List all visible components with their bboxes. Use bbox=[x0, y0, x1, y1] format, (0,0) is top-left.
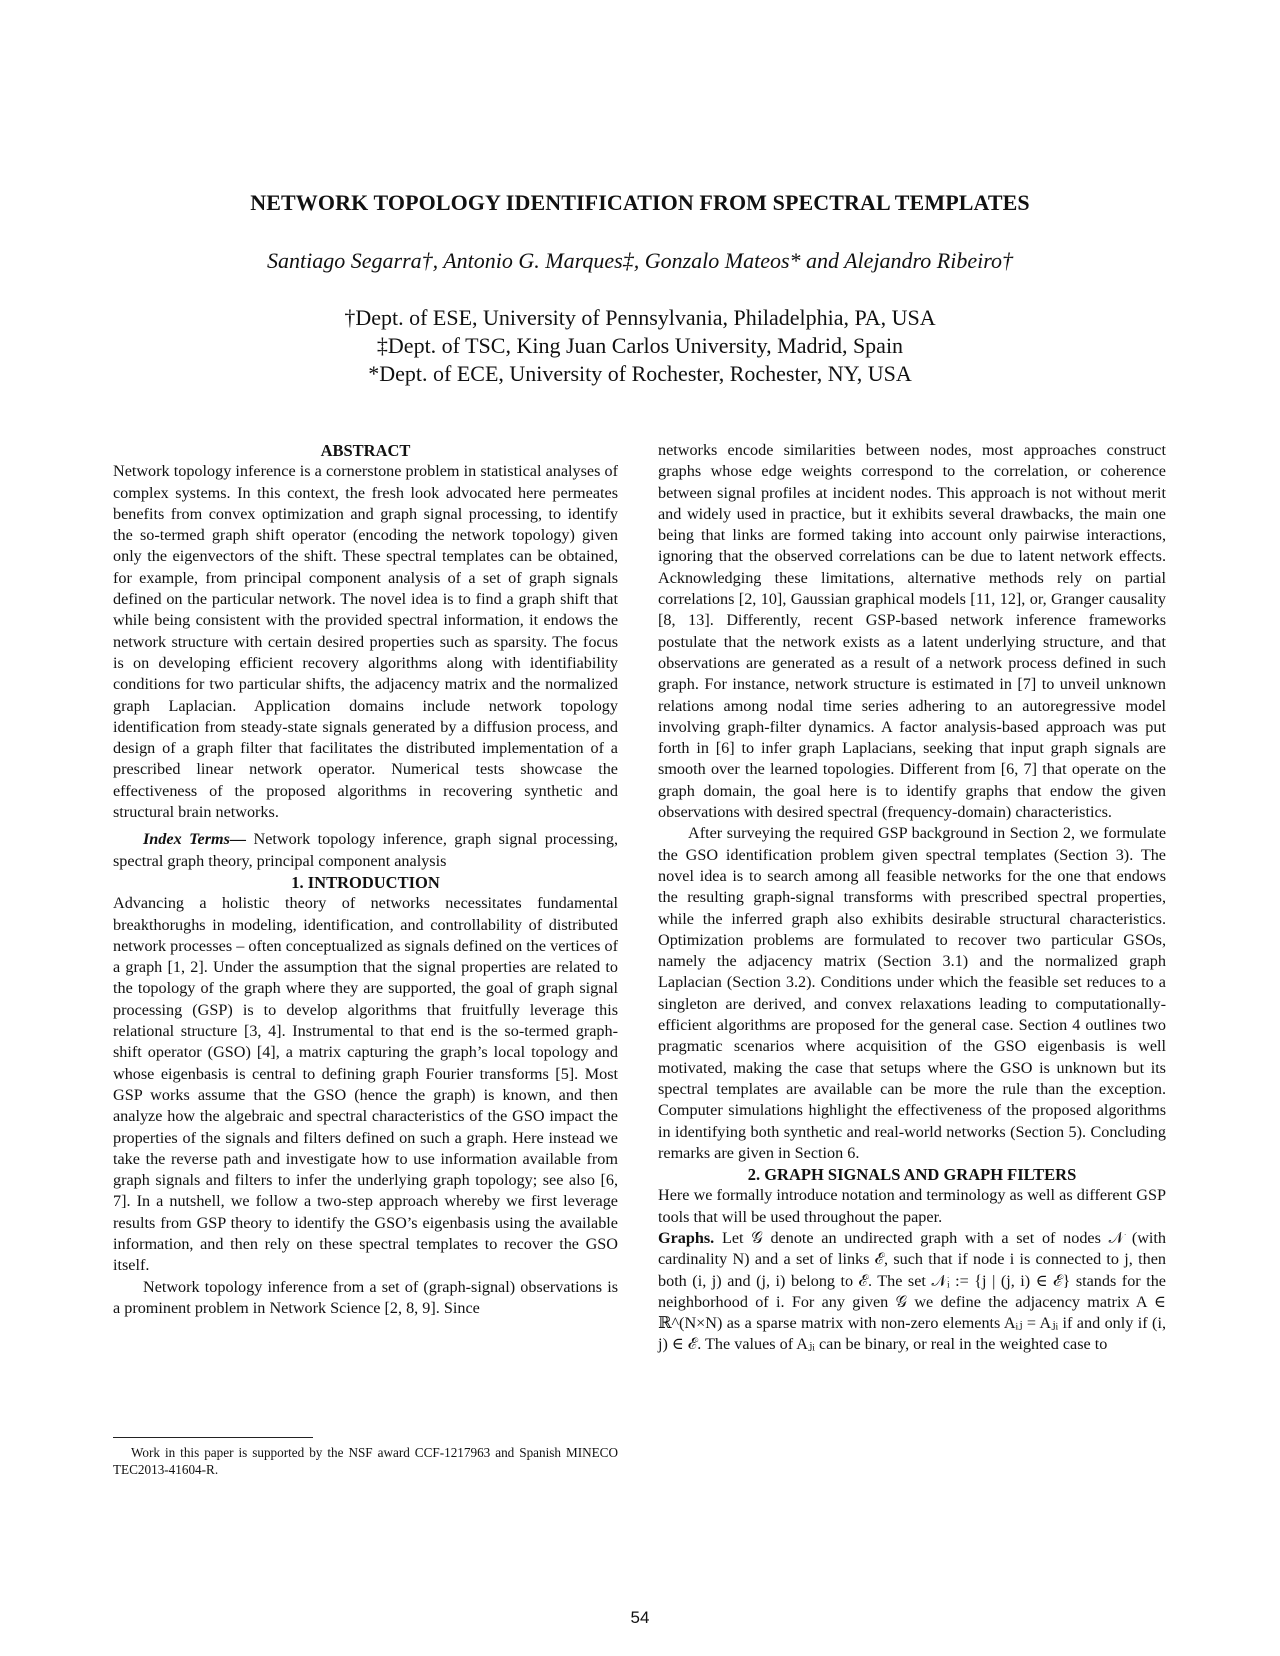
intro-paragraph-1: Advancing a holistic theory of networks necessitates fundamental breakthorughs in modeling, identification, and controllability of distributed network processes – often conceptualized as signals defined on the vertices of a graph [1, 2]. Under the assumption that the signal properties are related to the topology of the graph where they are supported, the goal of graph signal processing (GSP) is to develop algorithms that fruitfully leverage this relational structure [3, 4]. Instrumental to that end is the so-termed graph-shift operator (GSO) [4], a matrix capturing the graph’s local topology and whose eigenbasis is central to defining graph Fourier transforms [5]. Most GSP works assume that the GSO (hence the graph) is known, and then analyze how the algebraic and spectral characteristics of the GSO impact the properties of the signals and filters defined on such a graph. Here instead we take the reverse path and investigate how to use information available from graph signals and filters to infer the underlying graph topology; see also [6, 7]. In a nutshell, we follow a two-step approach whereby we first leverage results from GSP theory to identify the GSO’s eigenbasis using the available information, and then rely on these spectral templates to recover the GSO itself. bbox=[113, 894, 618, 1275]
abstract-text: Network topology inference is a cornerstone problem in statistical analyses of complex systems. In this context, the fresh look advocated here permeates benefits from convex optimization and graph signal processing, to identify the so-termed graph shift operator (encoding the network topology) given only the eigenvectors of the shift. These spectral templates can be obtained, for example, from principal component analysis of a set of graph signals defined on the particular network. The novel idea is to find a graph shift that while being consistent with the provided spectral information, it endows the network structure with certain desired properties such as sparsity. The focus is on developing efficient recovery algorithms along with identifiability conditions for two particular shifts, the adjacency matrix and the normalized graph Laplacian. Application domains include network topology identification from steady-state signals generated by a diffusion process, and design of a graph filter that facilitates the distributed implementation of a prescribed linear network operator. Numerical tests showcase the effectiveness of the proposed algorithms in recovering synthetic and structural brain networks. bbox=[113, 462, 618, 822]
graphs-paragraph bbox=[658, 1228, 1166, 1356]
footnote-text: Work in this paper is supported by the NSF award CCF-1217963 and Spanish MINECO TEC2013-41604-R. bbox=[113, 1445, 618, 1477]
page-number: 54 bbox=[630, 1608, 650, 1627]
intro-paragraph-2: Network topology inference from a set of (graph-signal) observations is a prominent problem in Network Science [2, 8, 9]. Since bbox=[113, 1277, 618, 1317]
graphs-text: Let 𝒢 denote an undirected graph with a set of nodes 𝒩 (with cardinality N) and a set of links ℰ, such that if node i is connected to j, then both (i, j) and (j, i) belong to ℰ. The set 𝒩ᵢ := {j | (j, i) ∈ ℰ} stands for the neighborhood of i. For any given 𝒢 we define the adjacency matrix A ∈ ℝ^(N×N) as a sparse matrix with non-zero elements Aᵢⱼ = Aⱼᵢ if and only if (i, j) ∈ ℰ. The values of Aⱼᵢ can be binary, or real in the weighted case to bbox=[658, 1228, 1166, 1354]
right-column bbox=[658, 440, 1166, 1356]
author-list: Santiago Segarra†, Antonio G. Marques‡, Gonzalo Mateos* and Alejandro Ribeiro† bbox=[267, 248, 1013, 273]
graphs-label: Graphs. bbox=[658, 1228, 715, 1247]
section-2-paragraph-1: Here we formally introduce notation and terminology as well as different GSP tools that will be used throughout the paper. bbox=[658, 1186, 1166, 1226]
paper-title: NETWORK TOPOLOGY IDENTIFICATION FROM SPECTRAL TEMPLATES bbox=[250, 190, 1030, 215]
footnote bbox=[113, 1437, 618, 1478]
abstract-heading: ABSTRACT bbox=[320, 441, 411, 460]
affiliation-urjc: ‡Dept. of TSC, King Juan Carlos University, Madrid, Spain bbox=[376, 333, 904, 358]
affiliation-upenn: †Dept. of ESE, University of Pennsylvania, Philadelphia, PA, USA bbox=[344, 305, 936, 330]
intro-heading: 1. INTRODUCTION bbox=[291, 872, 440, 892]
index-terms-label: Index Terms— bbox=[143, 830, 247, 849]
intro-paragraph-3: networks encode similarities between nodes, most approaches construct graphs whose edge weights correspond to the correlation, or coherence between signal profiles at incident nodes. This approach is not without merit and widely used in practice, but it exhibits several drawbacks, the main one being that links are formed taking into account only pairwise interactions, ignoring that the observed correlations can be due to latent network effects. Acknowledging these limitations, alternative methods rely on partial correlations [2, 10], Gaussian graphical models [11, 12], or, Granger causality [8, 13]. Differently, recent GSP-based network inference frameworks postulate that the network exists as a latent underlying structure, and that observations are generated as a result of a network process defined in such graph. For instance, network structure is estimated in [7] to unveil unknown relations among nodal time series adhering to an autoregressive model involving graph-filter dynamics. A factor analysis-based approach was put forth in [6] to infer graph Laplacians, seeking that input graph signals are smooth over the learned topologies. Different from [6, 7] that operate on the graph domain, the goal here is to identify graphs that endow the given observations with desired spectral (frequency-domain) characteristics. bbox=[658, 441, 1166, 822]
footnote-rule bbox=[113, 1437, 313, 1438]
section-2-heading: 2. GRAPH SIGNALS AND GRAPH FILTERS bbox=[747, 1165, 1077, 1185]
affiliations bbox=[0, 304, 1280, 388]
index-terms-text: Network topology inference, graph signal processing, spectral graph theory, principal component analysis bbox=[113, 830, 618, 870]
affiliation-rochester: *Dept. of ECE, University of Rochester, Rochester, NY, USA bbox=[368, 361, 912, 386]
index-terms bbox=[113, 829, 618, 872]
left-column bbox=[113, 440, 618, 1319]
intro-paragraph-4: After surveying the required GSP background in Section 2, we formulate the GSO identification problem given spectral templates (Section 3). The novel idea is to search among all feasible networks for the one that endows the resulting graph-signal transforms with prescribed spectral properties, while the inferred graph also exhibits desirable structural characteristics. Optimization problems are formulated to recover two particular GSOs, namely the adjacency matrix (Section 3.1) and the normalized graph Laplacian (Section 3.2). Conditions under which the feasible set reduces to a singleton are derived, and convex relaxations leading to computationally-efficient algorithms are proposed for the general case. Section 4 outlines two pragmatic scenarios where acquisition of the GSO eigenbasis is well motivated, making the case that setups where the GSO is unknown but its spectral templates are available can be more the rule than the exception. Computer simulations highlight the effectiveness of the proposed algorithms in identifying both synthetic and real-world networks (Section 5). Concluding remarks are given in Section 6. bbox=[658, 824, 1166, 1162]
